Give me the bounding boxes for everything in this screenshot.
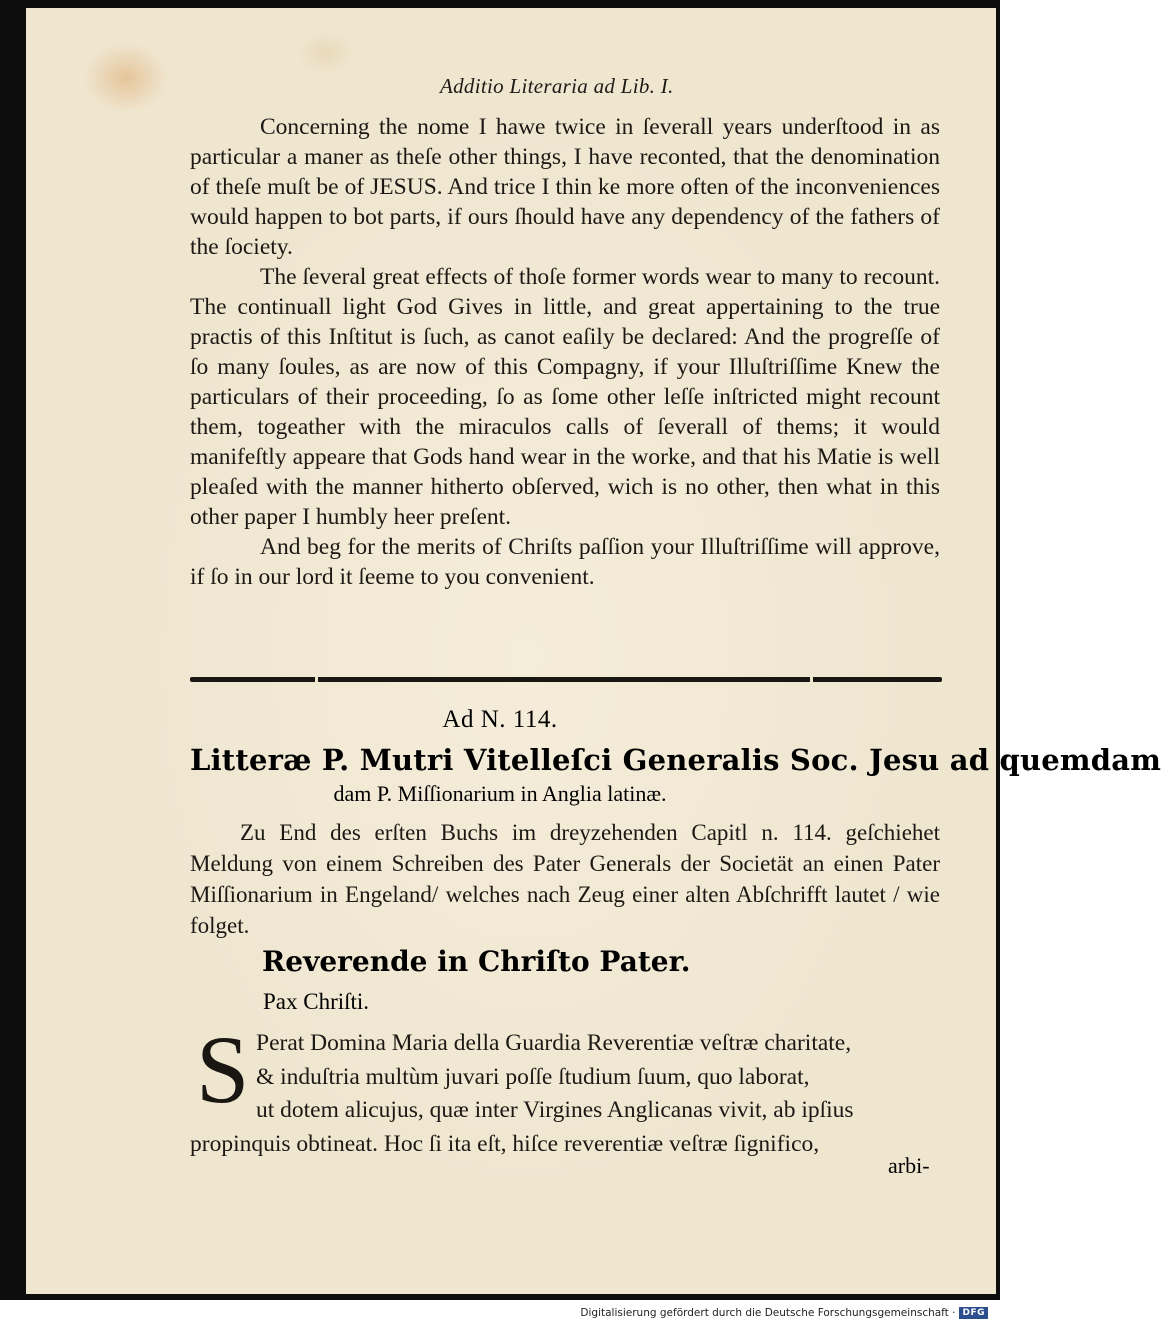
- english-paragraph-1: Concerning the nome I hawe twice in ſeverall years underſtood in as particular a maner as theſe other things, I have reconted, that the denomination of theſe muſt be of JESUS. And trice I thin ke more often of the inconveniences would happen to bot parts, if ours ſhould have any dependency of the fathers of the ſociety.: [190, 114, 940, 260]
- section-divider-rule: [190, 677, 942, 682]
- pax-christi: Pax Chriſti.: [263, 989, 370, 1014]
- english-letter-text: [190, 112, 940, 592]
- latin-letter-text: [190, 1027, 940, 1161]
- latin-line-1: Perat Domina Maria della Guardia Reverentiæ veſtræ charitate,: [256, 1030, 852, 1056]
- catchword: arbi-: [888, 1153, 930, 1178]
- english-paragraph-3: And beg for the merits of Chriſts paſſion your Illuſtriſſime will approve, if ſo in our lord it ſeeme to you convenient.: [190, 534, 940, 590]
- digitization-credit-text: Digitalisierung gefördert durch die Deutsche Forschungsgemeinschaft ·: [580, 1307, 956, 1319]
- english-paragraph-2: The ſeveral great effects of thoſe former words wear to many to recount. The continuall light God Gives in little, and great appertaining to the true practis of this Inſtitut is ſuch, as canot eaſily be declared: And the progreſſe of ſo many ſoules, as are now of this Compagny, if your Illuſtriſſime Knew the particulars of their proceeding, ſo as ſome other leſſe inſtricted might recount them, togeather with the miraculos calls of ſeverall of thems; it would manifeſtly appeare that Gods hand wear in the worke, and that his Matie is well pleaſed with the manner hitherto obſerved, wich is no other, then what in this other paper I humbly heer preſent.: [190, 264, 940, 530]
- letter-subtitle: dam P. Miſſionarium in Anglia latinæ.: [333, 781, 667, 806]
- latin-line-4: propinquis obtineat. Hoc ſi ita eſt, hiſce reverentiæ veſtræ ſignifico,: [190, 1130, 820, 1157]
- section-heading: Ad N. 114.: [442, 706, 558, 733]
- german-paragraph: Zu End des erſten Buchs im dreyzehenden Capitl n. 114. geſchiehet Meldung von einem Schreiben des Pater Generals der Societät an einen Pater Miſſionarium in Engeland/ welches nach Zeug einer alten Abſchrifft lautet / wie folget.: [190, 820, 940, 938]
- digitization-credit: [580, 1307, 988, 1319]
- running-head: Additio Literaria ad Lib. I.: [440, 74, 674, 98]
- letter-title: Litteræ P. Mutri Vitelleſci Generalis Soc. Jesu ad quemdam: [190, 743, 1161, 777]
- latin-line-2: & induſtria multùm juvari poſſe ſtudium ſuum, quo laborat,: [256, 1063, 810, 1090]
- dfg-logo[interactable]: DFG: [959, 1307, 988, 1319]
- german-introduction: [190, 817, 940, 941]
- salutation: Reverende in Chriſto Pater.: [262, 945, 691, 978]
- drop-cap-initial: S: [196, 1016, 250, 1123]
- latin-line-3: ut dotem alicujus, quæ inter Virgines Anglicanas vivit, ab ipſius: [256, 1097, 854, 1123]
